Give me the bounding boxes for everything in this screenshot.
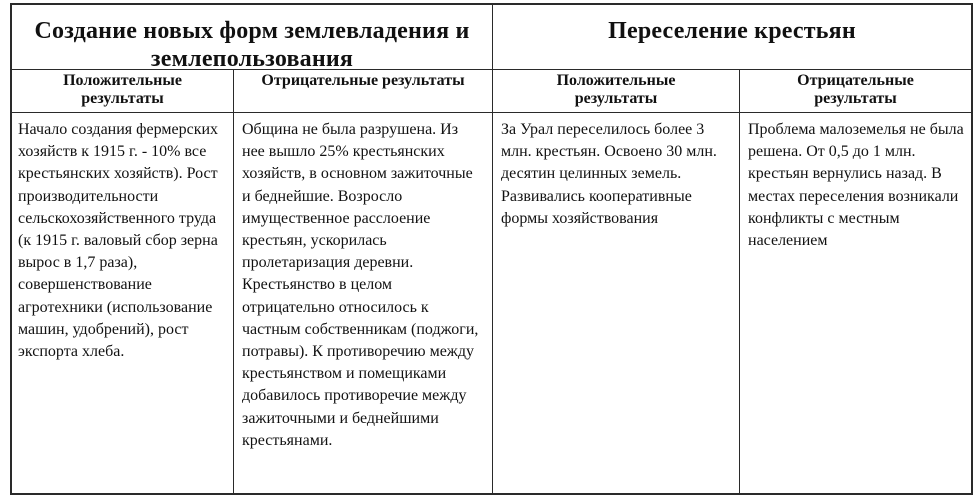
cell-positive-landholding: Начало создания фермерских хозяйств к 1915 г. - 10% все крестьянских хозяйств). Рост производительности сельскохозяйственного труда (к 1915 г. валовый сбор зерна вырос в 1,7 раза), совершенствование агротехники (использование машин, удобрений), рост экспорта хлеба. [18, 121, 219, 361]
table-divider-col1-col2 [233, 69, 234, 495]
group-header-resettlement: Переселение крестьян [608, 18, 856, 44]
column-header-negative-resettlement: Отрицательные результаты [797, 72, 914, 107]
column-header-negative-landholding: Отрицательные результаты [261, 72, 465, 89]
cell-negative-resettlement: Проблема малоземелья не была решена. От 0,5 до 1 млн. крестьян вернулись назад. В местах переселения возникали конфликты с местным населением [748, 121, 964, 250]
column-header-positive-landholding: Положительные результаты [63, 72, 182, 107]
cell-positive-resettlement: За Урал переселилось более 3 млн. крестьян. Освоено 30 млн. десятин целинных земель. Развивались кооперативные формы хозяйствования [501, 121, 717, 227]
table-divider-col3-col4 [739, 69, 740, 495]
cell-negative-landholding: Община не была разрушена. Из нее вышло 25% крестьянских хозяйств, в основном зажиточные и беднейшие. Возросло имущественное расслоение крестьян, ускорилась пролетаризация деревни. Крестьянство в целом отрицательно относилось к частным собственникам (поджоги, потравы). К противоречию между крестьянством и помещиками добавилось противоречие между зажиточными и беднейшими крестьянами. [242, 121, 479, 449]
table-border-right [971, 3, 973, 495]
column-header-positive-resettlement: Положительные результаты [556, 72, 676, 107]
group-header-landholding: Создание новых форм землевладения и землепользования [34, 18, 470, 72]
